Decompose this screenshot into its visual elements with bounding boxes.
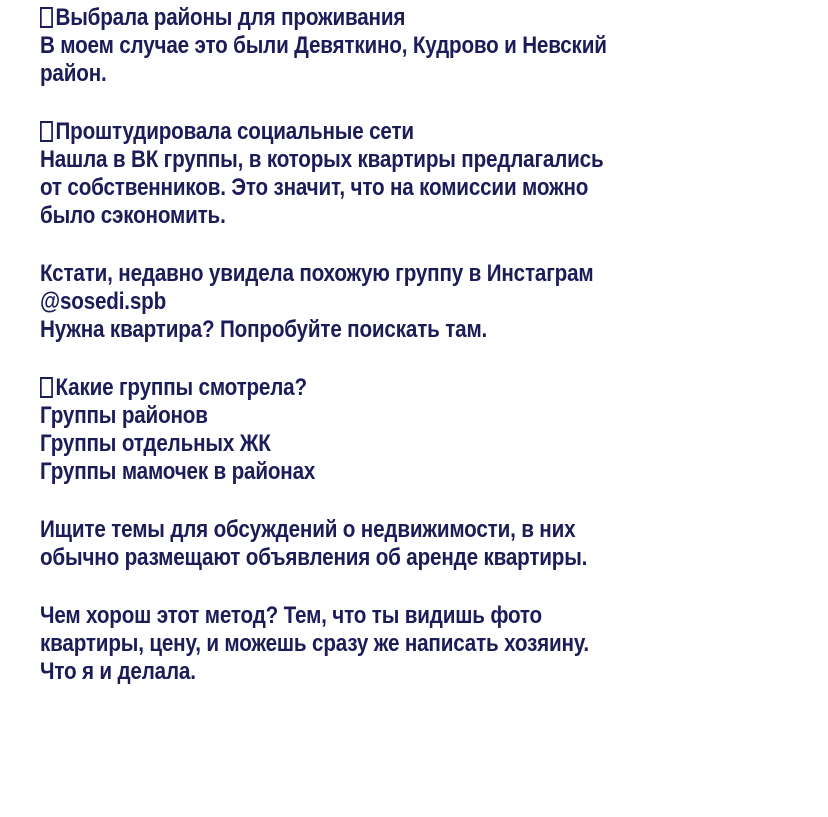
section-groups-list bbox=[40, 374, 808, 486]
list-item: Группы отдельных ЖК bbox=[40, 430, 271, 457]
list-item: Группы районов bbox=[40, 402, 208, 429]
text-line: Нужна квартира? Попробуйте поискать там. bbox=[40, 316, 488, 343]
text-line: Что я и делала. bbox=[40, 658, 196, 685]
section-heading-text: Какие группы смотрела? bbox=[55, 374, 307, 401]
section-districts bbox=[40, 4, 808, 88]
section-method-benefits bbox=[40, 602, 808, 686]
checkbox-bullet-icon bbox=[40, 7, 53, 28]
section-heading-text: Выбрала районы для проживания bbox=[55, 4, 406, 31]
section-heading-line bbox=[40, 374, 700, 402]
section-heading-line bbox=[40, 118, 700, 146]
section-heading-line bbox=[40, 4, 700, 32]
section-social-networks bbox=[40, 118, 808, 230]
text-line: обычно размещают объявления об аренде квартиры. bbox=[40, 544, 588, 571]
text-line: квартиры, цену, и можешь сразу же написать хозяину. bbox=[40, 630, 589, 657]
list-item: Группы мамочек в районах bbox=[40, 458, 316, 485]
section-heading-text: Проштудировала социальные сети bbox=[55, 118, 414, 145]
text-line: район. bbox=[40, 60, 107, 87]
text-line: Чем хорош этот метод? Тем, что ты видишь фото bbox=[40, 602, 542, 629]
text-line: Ищите темы для обсуждений о недвижимости, в них bbox=[40, 516, 576, 543]
checkbox-bullet-icon bbox=[40, 121, 53, 142]
text-line: Нашла в ВК группы, в которых квартиры предлагались bbox=[40, 146, 604, 173]
text-line: В моем случае это были Девяткино, Кудрово и Невский bbox=[40, 32, 607, 59]
checkbox-bullet-icon bbox=[40, 377, 53, 398]
section-discussion-topics bbox=[40, 516, 808, 572]
section-instagram-tip bbox=[40, 260, 808, 344]
text-line: Кстати, недавно увидела похожую группу в Инстаграм bbox=[40, 260, 594, 287]
text-line: от собственников. Это значит, что на комиссии можно bbox=[40, 174, 589, 201]
instagram-handle: @sosedi.spb bbox=[40, 288, 167, 315]
text-line: было сэкономить. bbox=[40, 202, 226, 229]
